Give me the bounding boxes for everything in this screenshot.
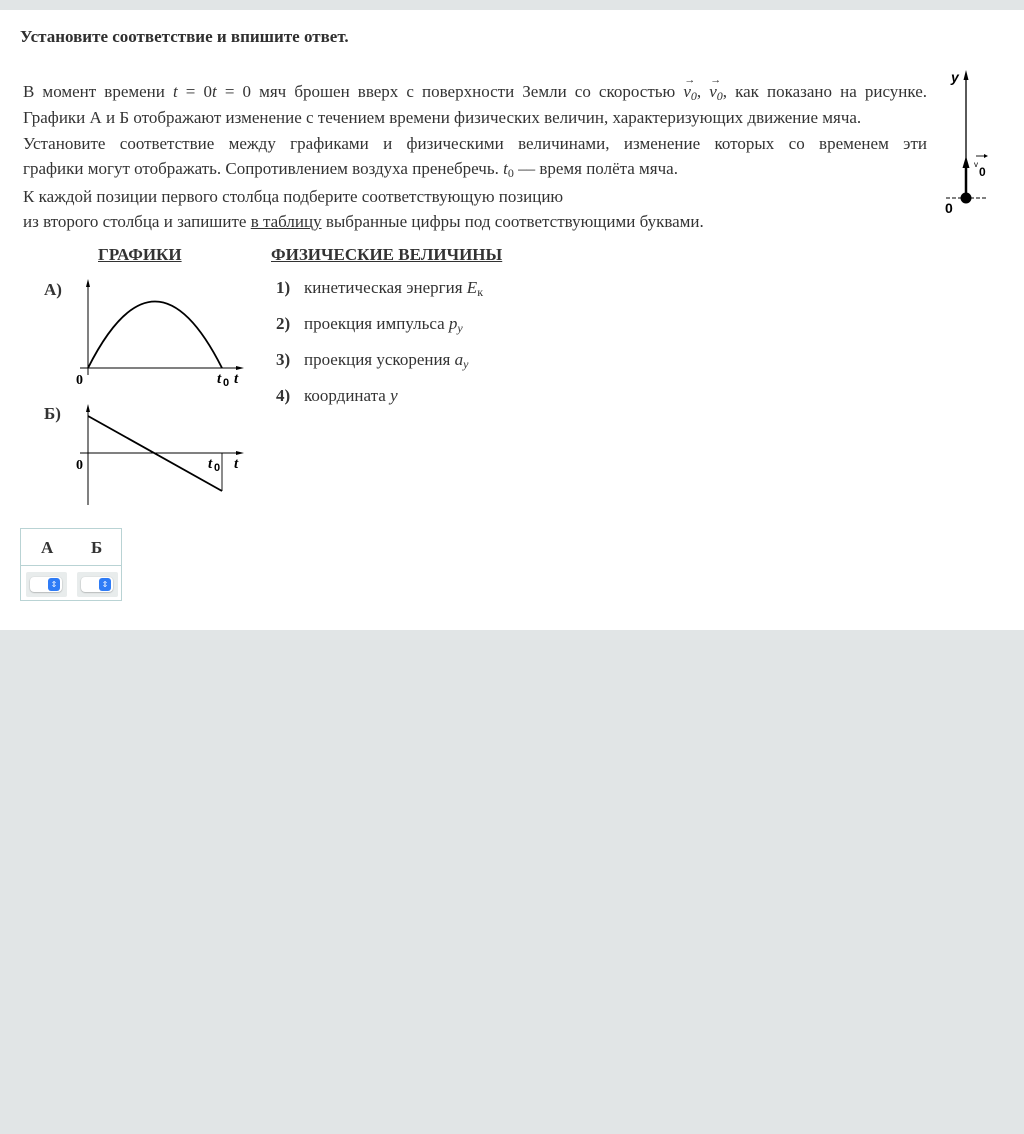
- var-v: v: [709, 82, 717, 101]
- quantity-symbol: E: [466, 278, 478, 297]
- graph-a-label: А): [44, 280, 62, 299]
- subscript: 0: [716, 89, 723, 103]
- quantity-text: проекция ускорения: [304, 350, 455, 369]
- quantities-list: [276, 278, 483, 422]
- task-title: Установите соответствие и впишите ответ.: [20, 27, 349, 46]
- ball-diagram: [938, 66, 998, 221]
- answer-select-b[interactable]: [81, 577, 113, 592]
- task-text-line-2: Графики А и Б отображают изменение с течением времени физических величин, характеризующих движение мяча.: [23, 108, 862, 127]
- vector-v0: [709, 79, 723, 105]
- quantity-symbol: a: [454, 350, 464, 369]
- select-stepper-icon: ⇕: [99, 578, 111, 591]
- subscript: 0: [690, 89, 697, 103]
- quantity-subscript: y: [457, 321, 463, 335]
- velocity-arrowhead: [963, 156, 970, 168]
- quantity-text: кинетическая энергия: [304, 278, 467, 297]
- text: В момент времени: [23, 82, 173, 101]
- graph-b-y-arrow: [86, 404, 90, 412]
- select-stepper-icon: ⇕: [48, 578, 60, 591]
- var-t: t: [172, 82, 178, 101]
- answer-table-header: [21, 529, 121, 566]
- answer-table: [20, 528, 122, 601]
- quantity-item: [276, 350, 483, 386]
- text: , как показано на рисунке.: [722, 82, 927, 101]
- y-axis-label: y: [951, 69, 959, 85]
- graphs-heading: ГРАФИКИ: [98, 245, 182, 264]
- graph-b-t-label: t: [234, 456, 239, 472]
- graph-b: [70, 400, 250, 510]
- v0-label: v: [974, 160, 978, 169]
- v0-vector-arrowhead: [984, 154, 988, 158]
- quantity-text: проекция импульса: [304, 314, 449, 333]
- v0-subscript: 0: [979, 165, 986, 179]
- task-text-line-5: К каждой позиции первого столбца подберите соответствующую позицию: [23, 187, 564, 206]
- quantity-symbol: p: [448, 314, 458, 333]
- var-t: t: [211, 82, 217, 101]
- text: ,: [696, 82, 710, 101]
- ball: [961, 193, 972, 204]
- graph-b-origin: 0: [76, 458, 83, 473]
- graph-a-t0: t: [217, 371, 222, 387]
- quantity-item: [276, 314, 483, 350]
- quantity-item: [276, 278, 483, 314]
- quantity-number: 4): [276, 386, 291, 405]
- answer-cell-b: [77, 572, 118, 597]
- graph-a: [70, 275, 250, 395]
- answer-table-link[interactable]: в таблицу: [250, 212, 322, 231]
- quantity-subscript: y: [463, 357, 469, 371]
- task-text-line-4: [23, 156, 927, 182]
- graph-b-label: Б): [44, 404, 61, 423]
- text: –– время полёта мяча.: [513, 159, 678, 178]
- quantity-number: 2): [276, 314, 291, 333]
- var-t: t: [503, 159, 508, 178]
- text: из второго столбца и запишите: [23, 212, 251, 231]
- y-axis-arrow: [964, 70, 969, 80]
- graph-b-t0: t: [208, 456, 213, 472]
- quantity-subscript: к: [477, 285, 484, 299]
- answer-cell-a: [26, 572, 67, 597]
- graph-a-curve: [88, 302, 222, 369]
- text: = 0: [177, 82, 212, 101]
- text: графики могут отображать. Сопротивлением воздуха пренебречь.: [23, 159, 504, 178]
- quantities-heading: ФИЗИЧЕСКИЕ ВЕЛИЧИНЫ: [271, 245, 503, 264]
- task-text-line-1: [23, 79, 927, 105]
- graph-a-y-arrow: [86, 279, 90, 287]
- graph-a-t-arrow: [236, 366, 244, 370]
- quantity-number: 3): [276, 350, 291, 369]
- quantity-item: [276, 386, 483, 422]
- answer-header-b: Б: [91, 538, 103, 557]
- var-v: v: [683, 82, 691, 101]
- answer-header-a: А: [41, 538, 54, 557]
- quantity-number: 1): [276, 278, 291, 297]
- text: = 0 мяч брошен вверх с поверхности Земли со скоростью: [216, 82, 684, 101]
- graph-b-t0-sub: 0: [214, 462, 221, 474]
- task-text-line-3: Установите соответствие между графиками и физическими величинами, изменение которых со временем эти: [23, 134, 927, 153]
- graph-a-t-label: t: [234, 371, 239, 387]
- quantity-text: координата: [304, 386, 391, 405]
- quantity-symbol: y: [390, 386, 398, 405]
- graph-b-t-arrow: [236, 451, 244, 455]
- answer-select-a[interactable]: [30, 577, 62, 592]
- task-text-line-6: [23, 209, 927, 235]
- graph-a-origin: 0: [76, 373, 83, 388]
- text: выбранные цифры под соответствующими буквами.: [321, 212, 704, 231]
- origin-label: 0: [945, 200, 953, 216]
- vector-v0: [683, 79, 697, 105]
- subscript: 0: [507, 166, 514, 180]
- graph-a-t0-sub: 0: [223, 377, 230, 389]
